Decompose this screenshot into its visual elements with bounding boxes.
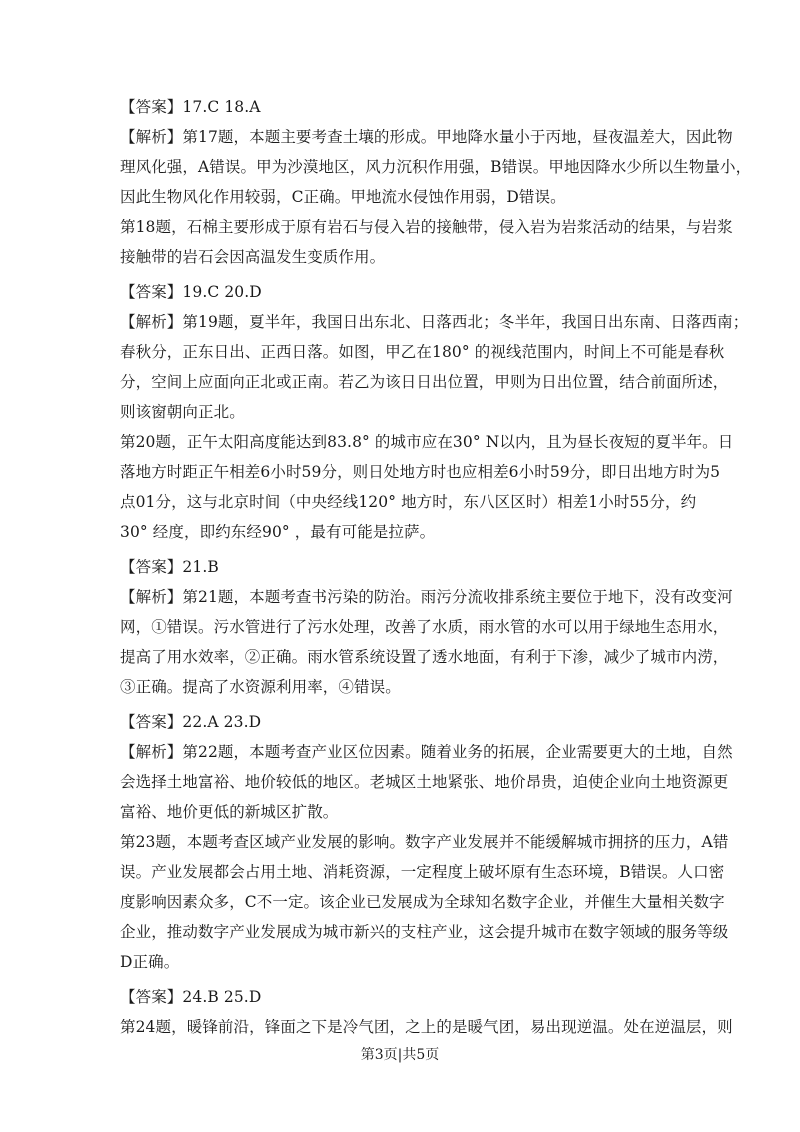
analysis-line: 网，①错误。污水管进行了污水处理，改善了水质，雨水管的水可以用于绿地生态用水， — [120, 618, 729, 636]
analysis-line: 提高了用水效率，②正确。雨水管系统设置了透水地面，有利于下渗，减少了城市内涝， — [120, 648, 729, 666]
analysis-line: 理风化强，A错误。甲为沙漠地区，风力沉积作用强，B错误。甲地因降水少所以生物量小， — [120, 158, 752, 176]
analysis-line: 误。产业发展都会占用土地、消耗资源，一定程度上破坏原有生态环境，B错误。人口密 — [120, 863, 725, 881]
analysis-line: 度影响因素众多，C不一定。该企业已发展成为全球知名数字企业，并催生大量相关数字 — [120, 893, 725, 911]
analysis-line: 落地方时距正午相差6小时59分，则日处地方时也应相差6小时59分，即日出地方时为5 — [120, 463, 721, 481]
answer-line-21: 【答案】21.B — [120, 558, 219, 576]
analysis-line: 会选择土地富裕、地价较低的地区。老城区土地紧张、地价昂贵，迫使企业向土地资源更 — [120, 773, 729, 791]
analysis-line: 第24题，暖锋前沿，锋面之下是冷气团，之上的是暖气团，易出现逆温。处在逆温层，则 — [120, 1018, 733, 1036]
analysis-line: 【解析】第21题，本题考查书污染的防治。雨污分流收排系统主要位于地下，没有改变河 — [120, 588, 733, 606]
analysis-line: 分，空间上应面向正北或正南。若乙为该日日出位置，甲则为日出位置，结合前面所述， — [120, 373, 729, 391]
analysis-line: 【解析】第19题，夏半年，我国日出东北、日落西北；冬半年，我国日出东南、日落西南； — [120, 313, 749, 331]
analysis-line: 企业，推动数字产业发展成为城市新兴的支柱产业，这会提升城市在数字领域的服务等级 — [120, 923, 729, 941]
document-body — [120, 92, 752, 1042]
analysis-line: 第20题，正午太阳高度能达到83.8° 的城市应在30° N以内，且为昼长夜短的夏半年。日 — [120, 433, 734, 451]
analysis-line: 【解析】第17题，本题主要考查土壤的形成。甲地降水量小于丙地，昼夜温差大，因此物 — [120, 128, 733, 146]
answer-line-19-20: 【答案】19.C 20.D — [120, 283, 262, 301]
analysis-line: D正确。 — [120, 953, 180, 971]
analysis-line: 【解析】第22题，本题考查产业区位因素。随着业务的拓展，企业需要更大的土地，自然 — [120, 743, 733, 761]
answer-line-24-25: 【答案】24.B 25.D — [120, 988, 262, 1006]
page-footer: 第3页|共5页 — [360, 1047, 440, 1063]
answer-line-22-23: 【答案】22.A 23.D — [120, 713, 262, 731]
analysis-line: 点01分，这与北京时间（中央经线120° 地方时，东八区区时）相差1小时55分，约 — [120, 493, 697, 511]
analysis-line: 富裕、地价更低的新城区扩散。 — [120, 803, 339, 821]
analysis-line: 第18题，石棉主要形成于原有岩石与侵入岩的接触带，侵入岩为岩浆活动的结果，与岩浆 — [120, 218, 733, 236]
analysis-line: ③正确。提高了水资源利用率，④错误。 — [120, 678, 401, 696]
analysis-line: 第23题，本题考查区域产业发展的影响。数字产业发展并不能缓解城市拥挤的压力，A错 — [120, 833, 729, 851]
analysis-line: 则该窗朝向正北。 — [120, 403, 245, 421]
answer-line-17-18: 【答案】17.C 18.A — [120, 98, 261, 116]
analysis-line: 30° 经度，即约东经90° ，最有可能是拉萨。 — [120, 523, 436, 541]
analysis-line: 因此生物风化作用较弱，C正确。甲地流水侵蚀作用弱，D错误。 — [120, 188, 566, 206]
analysis-line: 春秋分，正东日出、正西日落。如图，甲乙在180° 的视线范围内，时间上不可能是春秋 — [120, 343, 725, 361]
analysis-line: 接触带的岩石会因高温发生变质作用。 — [120, 248, 386, 266]
